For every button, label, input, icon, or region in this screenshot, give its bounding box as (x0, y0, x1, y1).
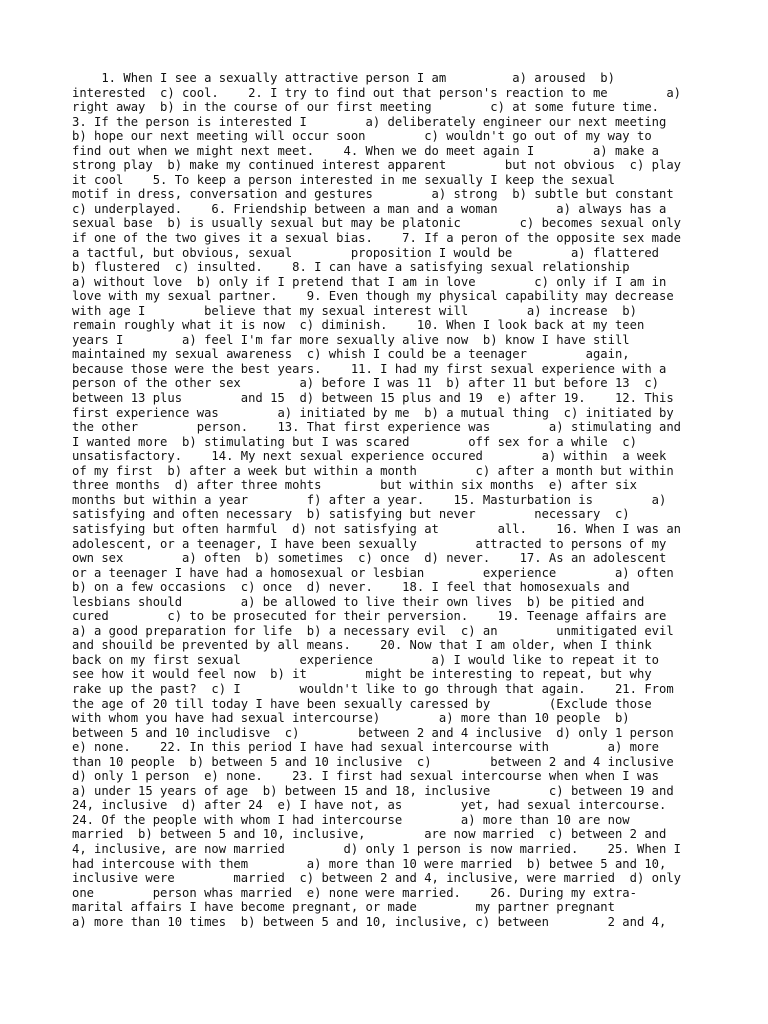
text-line: right away b) in the course of our first meeting c) at some future time. (72, 100, 659, 115)
text-line: with age I believe that my sexual interest will a) increase b) (72, 303, 637, 318)
text-line: the other person. 13. That first experience was a) stimulating and (72, 420, 682, 435)
text-line: love with my sexual partner. 9. Even though my physical capability may decrease (72, 289, 674, 304)
text-line: than 10 people b) between 5 and 10 inclusive c) between 2 and 4 inclusive (72, 754, 674, 769)
text-line: had intercouse with them a) more than 10 were married b) betwee 5 and 10, (72, 856, 667, 871)
document-page (72, 71, 702, 929)
text-line: a) without love b) only if I pretend that I am in love c) only if I am in (72, 274, 667, 289)
text-line: first experience was a) initiated by me b) a mutual thing c) initiated by (72, 405, 674, 420)
text-line: motif in dress, conversation and gestures a) strong b) subtle but constant (72, 187, 674, 202)
text-line: married b) between 5 and 10, inclusive, are now married c) between 2 and (72, 827, 667, 842)
text-line: 1. When I see a sexually attractive person I am a) aroused b) (72, 71, 615, 85)
text-line: strong play b) make my continued interest apparent but not obvious c) play (72, 158, 682, 173)
text-line: I wanted more b) stimulating but I was scared off sex for a while c) (72, 434, 637, 449)
text-line: a) more than 10 times b) between 5 and 10, inclusive, c) between 2 and 4, (72, 914, 667, 929)
text-line: interested c) cool. 2. I try to find out that person's reaction to me a) (72, 85, 682, 100)
text-line: and shouild be prevented by all means. 20. Now that I am older, when I think (72, 638, 652, 653)
text-line: the age of 20 till today I have been sexually caressed by (Exclude those (72, 696, 652, 711)
text-line: with whom you have had sexual intercourse) a) more than 10 people b) (72, 711, 630, 726)
text-line: person of the other sex a) before I was 11 b) after 11 but before 13 c) (72, 376, 659, 391)
text-line: marital affairs I have become pregnant, or made my partner pregnant (72, 900, 615, 915)
text-line: satisfying and often necessary b) satisfying but never necessary c) (72, 507, 630, 522)
text-line: inclusive were married c) between 2 and 4, inclusive, were married d) only (72, 871, 682, 886)
text-line: sexual base b) is usually sexual but may be platonic c) becomes sexual only (72, 216, 682, 231)
text-line: lesbians should a) be allowed to live their own lives b) be pitied and (72, 594, 645, 609)
text-line: b) flustered c) insulted. 8. I can have a satisfying sexual relationship (72, 260, 630, 275)
text-line: one person whas married e) none were married. 26. During my extra- (72, 885, 637, 900)
text-line: own sex a) often b) sometimes c) once d) never. 17. As an adolescent (72, 551, 667, 566)
text-line: maintained my sexual awareness c) whish I could be a teenager again, (72, 347, 630, 362)
text-line: adolescent, or a teenager, I have been sexually attracted to persons of my (72, 536, 667, 551)
text-line: it cool 5. To keep a person interested in me sexually I keep the sexual (72, 172, 615, 187)
text-line: between 13 plus and 15 d) between 15 plus and 19 e) after 19. 12. This (72, 391, 674, 406)
text-line: d) only 1 person e) none. 23. I first had sexual intercourse when when I was (72, 769, 659, 784)
text-line: remain roughly what it is now c) diminish. 10. When I look back at my teen (72, 318, 645, 333)
text-line: 24. Of the people with whom I had intercourse a) more than 10 are now (72, 812, 630, 827)
text-line: 4, inclusive, are now married d) only 1 person is now married. 25. When I (72, 841, 682, 856)
text-line: three months d) after three mohts but within six months e) after six (72, 478, 637, 493)
text-line: 3. If the person is interested I a) deliberately engineer our next meeting (72, 114, 667, 129)
text-line: b) hope our next meeting will occur soon c) wouldn't go out of my way to (72, 129, 652, 144)
text-line: back on my first sexual experience a) I would like to repeat it to (72, 652, 659, 667)
text-line: or a teenager I have had a homosexual or lesbian experience a) often (72, 565, 674, 580)
text-line: e) none. 22. In this period I have had sexual intercourse with a) more (72, 740, 659, 755)
text-line: unsatisfactory. 14. My next sexual experience occured a) within a week (72, 449, 667, 464)
text-line: find out when we might next meet. 4. When we do meet again I a) make a (72, 143, 659, 158)
text-line: years I a) feel I'm far more sexually alive now b) know I have still (72, 332, 630, 347)
text-line: rake up the past? c) I wouldn't like to go through that again. 21. From (72, 681, 674, 696)
text-line: see how it would feel now b) it might be interesting to repeat, but why (72, 667, 652, 682)
text-line: months but within a year f) after a year. 15. Masturbation is a) (72, 492, 667, 507)
text-line: satisfying but often harmful d) not satisfying at all. 16. When I was an (72, 521, 682, 536)
text-line: a tactful, but obvious, sexual proposition I would be a) flattered (72, 245, 659, 260)
text-line: b) on a few occasions c) once d) never. 18. I feel that homosexuals and (72, 580, 630, 595)
text-line: c) underplayed. 6. Friendship between a man and a woman a) always has a (72, 201, 667, 216)
text-line: cured c) to be prosecuted for their perversion. 19. Teenage affairs are (72, 609, 667, 624)
text-line: between 5 and 10 includisve c) between 2 and 4 inclusive d) only 1 person (72, 725, 674, 740)
text-line: a) under 15 years of age b) between 15 and 18, inclusive c) between 19 and (72, 783, 674, 798)
text-line: 24, inclusive d) after 24 e) I have not, as yet, had sexual intercourse. (72, 798, 667, 813)
text-line: of my first b) after a week but within a month c) after a month but within (72, 463, 674, 478)
text-line: if one of the two gives it a sexual bias. 7. If a peron of the opposite sex made (72, 231, 682, 246)
text-line: because those were the best years. 11. I had my first sexual experience with a (72, 361, 667, 376)
text-line: a) a good preparation for life b) a necessary evil c) an unmitigated evil (72, 623, 674, 638)
